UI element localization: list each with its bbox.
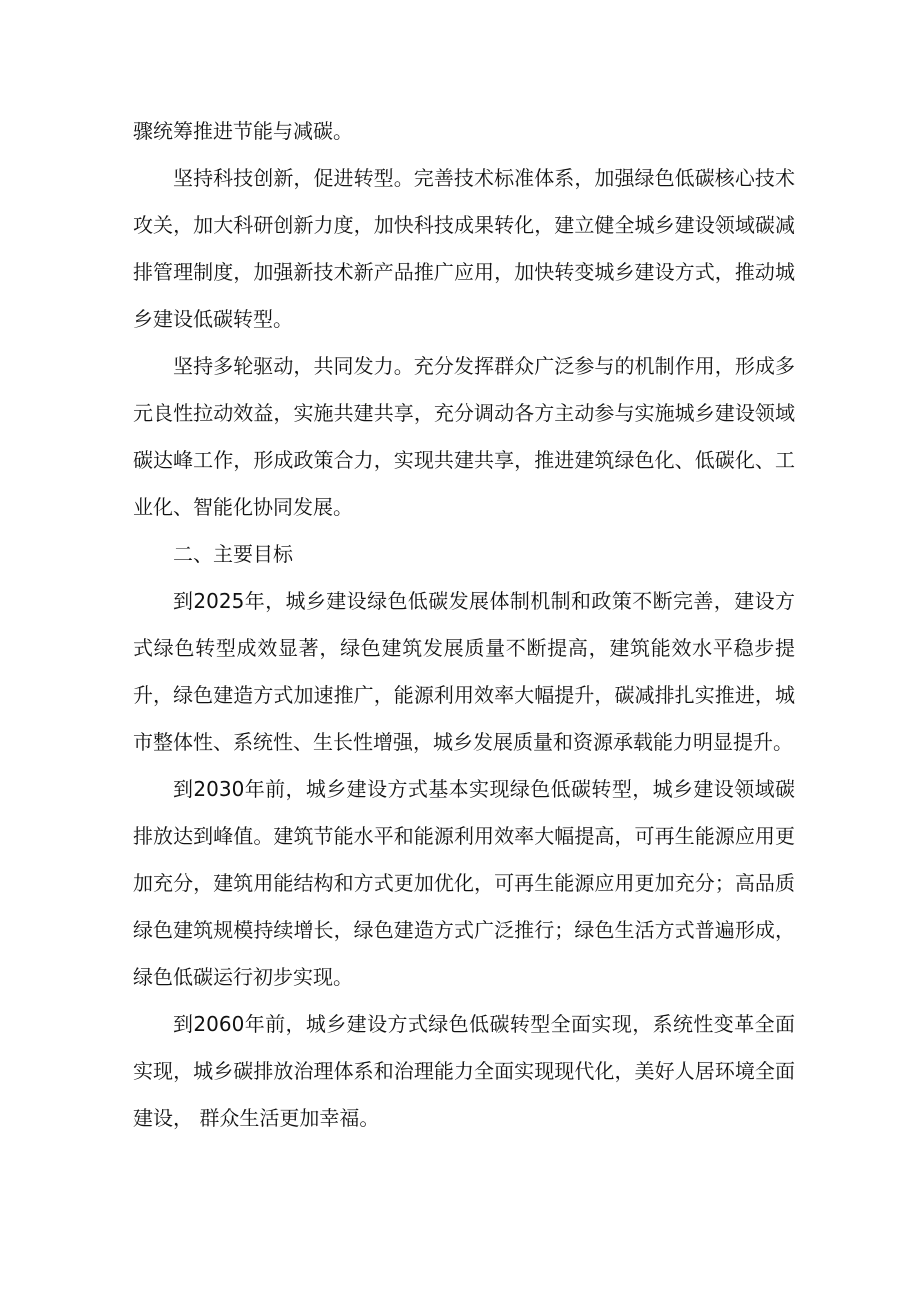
paragraph-multi-drive: 坚持多轮驱动，共同发力。充分发挥群众广泛参与的机制作用，形成多元良性拉动效益，实施共建共享，充分调动各方主动参与实施城乡建设领域碳达峰工作，形成政策合力，实现共建共享，推进建筑绿色化、低碳化、工业化、智能化协同发展。 — [133, 354, 795, 519]
paragraph-tech-innovation: 坚持科技创新，促进转型。完善技术标准体系，加强绿色低碳核心技术攻关，加大科研创新力度，加快科技成果转化，建立健全城乡建设领域碳减排管理制度，加强新技术新产品推广应用，加快转变城乡建设方式，推动城乡建设低碳转型。 — [133, 166, 795, 331]
section-heading-main-goals: 二、主要目标 — [173, 542, 293, 566]
paragraph-goal-2025: 到2025年，城乡建设绿色低碳发展体制机制和政策不断完善，建设方式绿色转型成效显著，绿色建筑发展质量不断提高，建筑能效水平稳步提升，绿色建造方式加速推广，能源利用效率大幅提升，碳减排扎实推进，城市整体性、系统性、生长性增强，城乡发展质量和资源承载能力明显提升。 — [133, 589, 795, 754]
paragraph-goal-2060: 到2060年前，城乡建设方式绿色低碳转型全面实现，系统性变革全面实现，城乡碳排放治理体系和治理能力全面实现现代化，美好人居环境全面建设， 群众生活更加幸福。 — [133, 1012, 795, 1130]
document-body — [133, 108, 795, 1142]
paragraph-goal-2030: 到2030年前，城乡建设方式基本实现绿色低碳转型，城乡建设领域碳排放达到峰值。建筑节能水平和能源利用效率大幅提高，可再生能源应用更加充分，建筑用能结构和方式更加优化，可再生能源应用更加充分；高品质绿色建筑规模持续增长，绿色建造方式广泛推行；绿色生活方式普遍形成，绿色低碳运行初步实现。 — [133, 777, 795, 989]
paragraph-continuation: 骤统筹推进节能与减碳。 — [133, 119, 353, 143]
